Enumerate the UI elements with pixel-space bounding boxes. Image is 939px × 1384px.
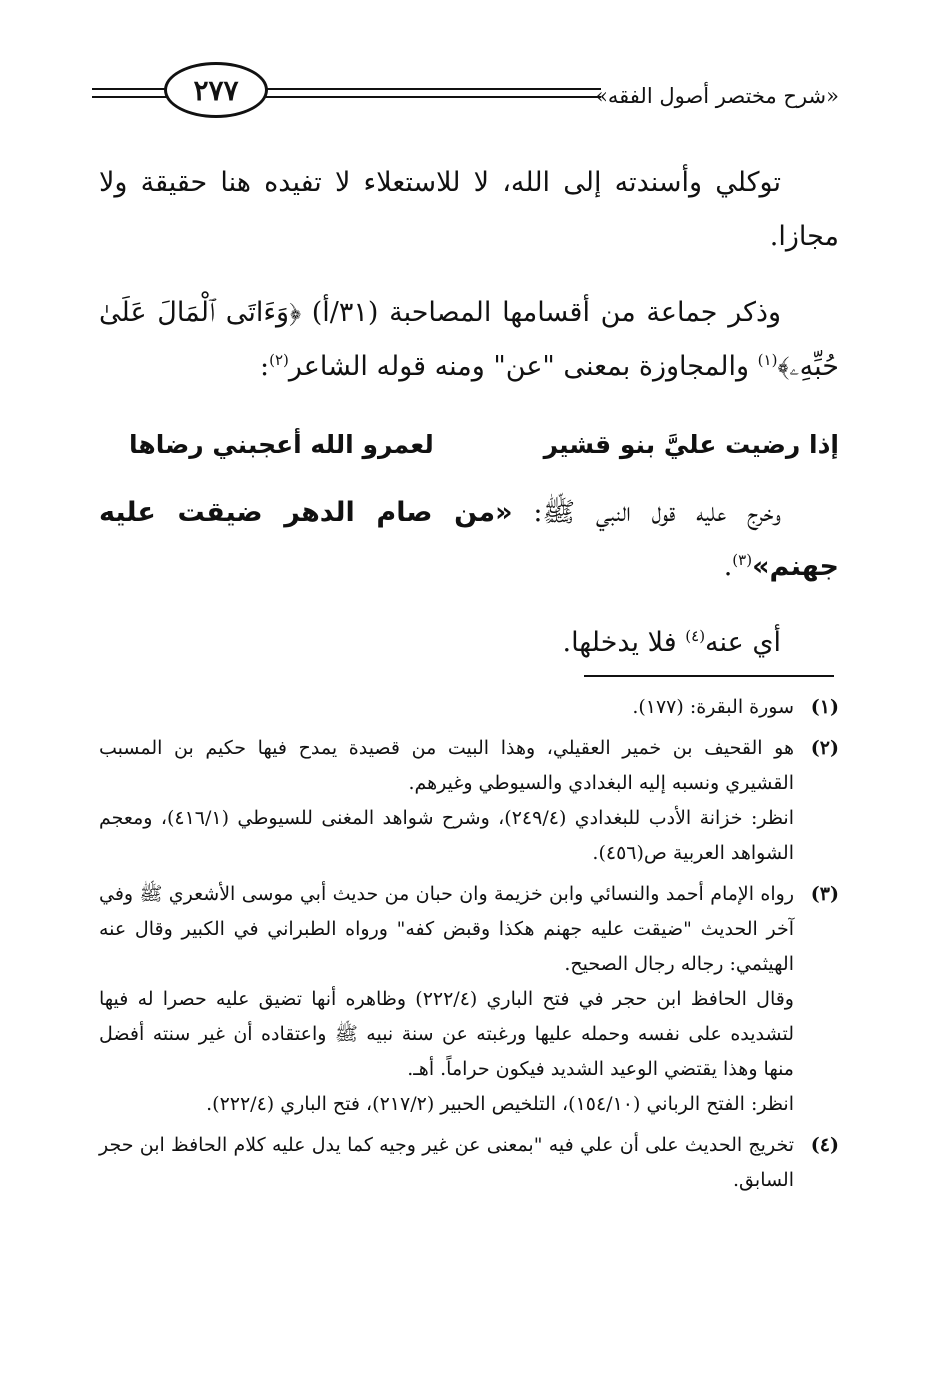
text-run: والمجاوزة بمعنى "عن" ومنه قوله الشاعر [288,351,758,382]
page-header [92,62,839,132]
text-run: . [723,551,733,582]
footnote-body [99,877,794,1122]
text-run: : [259,351,270,382]
paragraph [99,486,839,594]
footnote-ref: (٢) [269,351,289,369]
footnote [99,731,839,871]
footnote [99,877,839,1122]
header-rule [264,96,601,98]
footnote-text: هو القحيف بن خمير العقيلي، وهذا البيت من قصيدة يمدح فيها حكيم بن المسبب القشيري ونسبه إليه البغدادي والسيوطي وغيرهم. [99,737,794,794]
footnote-separator [584,675,834,677]
footnote-ref: (١) [757,351,778,369]
footnote-ref: (٣) [732,551,753,569]
header-rule [92,96,167,98]
footnote-text: وقال الحافظ ابن حجر في فتح الباري (٢٢٢/٤) وظاهره أنها تضيق عليه حصرا له فيها لتشديده على نفسه وحمله عليها ورغبته عن سنة نبيه ﷺ واعتقاده أن غير سنته أفضل منها وهذا يقتضي الوعيد الشديد فيكون حراماً. أهـ. [99,988,794,1080]
footnote [99,1128,839,1198]
page-number: ٢٧٧ [164,62,268,118]
text-run: وخرج عليه قول النبي ﷺ: [512,497,781,528]
paragraph [99,616,839,670]
footnote-body [99,690,794,725]
paragraph [99,286,839,394]
footnotes [99,690,839,1204]
footnote-number: (٤) [810,1134,839,1156]
main-text [99,156,839,670]
footnote-text: انظر: خزانة الأدب للبغدادي (٢٤٩/٤)، وشرح شواهد المغنى للسيوطي (٤١٦/١)، ومعجم الشواهد العربية ص(٤٥٦). [99,807,794,864]
hadith-quote: «من صام الدهر ضيقت عليه جهنم» [99,497,839,582]
running-title: «شرح مختصر أصول الفقه» [595,84,839,108]
footnote-text: رواه الإمام أحمد والنسائي وابن خزيمة وان حبان من حديث أبي موسى الأشعري ﷺ وفي آخر الحديث "ضيقت عليه جهنم هكذا وقبض كفه" ورواه الطبراني في الكبير وقال عنه الهيثمي: رجاله رجال الصحيح. [99,883,794,975]
footnote-body [99,731,794,871]
footnote-text: سورة البقرة: (١٧٧). [632,696,794,718]
text-run: وذكر جماعة من أقسامها المصاحبة (٣١/أ) [301,297,782,328]
footnote-text: انظر: الفتح الرباني (١٥٤/١٠)، التلخيص الحبير (٢١٧/٢)، فتح الباري (٢٢٢/٤). [206,1093,794,1115]
header-rule [264,88,601,90]
footnote-number: (٢) [810,737,839,759]
poetry-verse [99,418,839,472]
footnote-number: (٣) [810,883,839,905]
paragraph: توكلي وأسندته إلى الله، لا للاستعلاء لا تفيده هنا حقيقة ولا مجازا. [99,167,839,252]
footnote-ref: (٤) [685,627,706,645]
verse-first-hemistich: إذا رضيت عليَّ بنو قشير [543,430,839,459]
footnote-number: (١) [810,696,839,718]
quran-verse: ﴿وَءَاتَى ٱلْمَالَ عَلَىٰ حُبِّهِۦ﴾ [99,297,839,382]
footnote-text: تخريج الحديث على أن علي فيه "بمعنى عن غير وجيه كما يدل عليه كلام الحافظ ابن حجر السابق. [99,1134,794,1191]
text-run: فلا يدخلها. [562,627,686,658]
verse-second-hemistich: لعمرو الله أعجبني رضاها [129,430,434,459]
header-rule [92,88,167,90]
text-run: أي عنه [705,627,781,658]
footnote-body [99,1128,794,1198]
footnote [99,690,839,725]
